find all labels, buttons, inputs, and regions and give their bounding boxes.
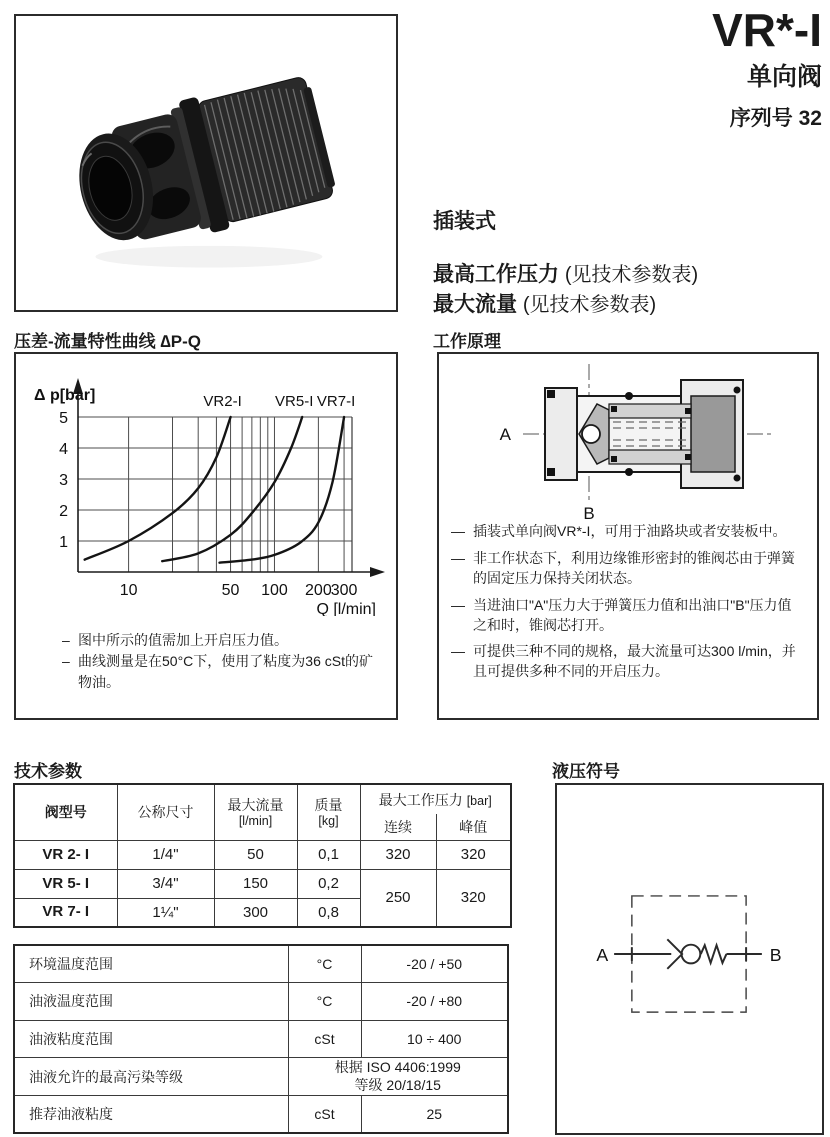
max-flow-line [433,290,823,320]
header-size: 公称尺寸 [117,784,214,840]
header-peak: 峰值 [436,814,511,840]
cell-mass: 0,2 [297,869,360,898]
y-tick-label: 4 [59,441,68,458]
y-tick-label: 2 [59,503,68,520]
max-flow-ref: (见技术参数表) [522,294,657,316]
cell-model: VR 2- I [14,840,117,869]
table-row [14,1058,508,1096]
cell-size: 1/4" [117,840,214,869]
cell-model: VR 7- I [14,898,117,927]
cell-continuous: 320 [360,840,436,869]
cell-unit: cSt [288,1020,361,1058]
note-text: 曲线测量是在50°C下，使用了粘度为36 cSt的矿物油。 [78,653,373,690]
cell-model: VR 5- I [14,869,117,898]
chart-note [62,630,374,651]
curve-label-VR5-I: VR5-I [275,393,314,410]
port-b-label: B [583,504,595,522]
header-pressure: 最大工作压力 [bar] [360,784,511,814]
tech-specs-table [13,783,512,928]
table-row [14,945,508,983]
cell-flow: 300 [214,898,297,927]
principle-bullet [451,549,803,589]
y-tick-label: 3 [59,472,68,489]
intro-block [433,205,823,320]
cell-unit: °C [288,945,361,983]
header-model: 阀型号 [14,784,117,840]
cell-flow: 150 [214,869,297,898]
cell-peak-merged: 320 [436,869,511,927]
fluid-specs-table [13,944,509,1134]
chart-box [14,352,398,720]
x-tick-label: 10 [119,582,138,599]
title-block [712,6,822,132]
valve-cross-section-diagram [439,354,813,522]
cell-label: 油液温度范围 [14,983,288,1021]
max-pressure-line [433,260,823,290]
y-tick-label: 5 [59,410,68,427]
x-tick-label: 300 [330,582,358,599]
principle-bullet [451,522,803,542]
cell-continuous-merged: 250 [360,869,436,927]
symbol-port-b-label: B [769,944,782,965]
note-dash: – [62,653,70,669]
curve-label-VR2-I: VR2-I [203,393,242,410]
series-number: 序列号 32 [729,107,822,131]
max-flow-label: 最大流量 [433,293,517,316]
x-tick-label: 200 [305,582,332,599]
cell-size: 1¼" [117,898,214,927]
valve-photo-illustration [16,16,392,306]
note-text: 图中所示的值需加上开启压力值。 [78,632,288,648]
y-axis-label: Δ p[bar] [34,387,96,404]
principle-bullet [451,642,803,682]
cell-value: 10 ÷ 400 [361,1020,508,1058]
curve-VR2-I [85,417,231,560]
cell-label: 环境温度范围 [14,945,288,983]
cell-value: -20 / +50 [361,945,508,983]
x-axis-label: Q [l/min] [316,601,376,616]
header-mass: 质量 [kg] [297,784,360,840]
mount-style-label: 插装式 [433,210,496,233]
port-a-label: A [499,425,511,444]
dp-q-chart [16,354,394,616]
cell-mass: 0,8 [297,898,360,927]
y-tick-label: 1 [59,534,68,551]
cell-size: 3/4" [117,869,214,898]
symbol-section-title: 液压符号 [552,762,620,781]
table-row [14,1020,508,1058]
chart-note [62,651,374,693]
bullet-text: 插装式单向阀VR*-I，可用于油路块或者安装板中。 [473,523,787,539]
bullet-dash: — [451,523,465,539]
cell-mass: 0,1 [297,840,360,869]
check-valve-symbol [557,785,818,1129]
x-tick-label: 50 [221,582,240,599]
principle-bullet [451,596,803,636]
bullet-text: 非工作状态下，利用边缘锥形密封的锥阀芯由于弹簧的固定压力保持关闭状态。 [473,549,795,586]
cell-label: 推荐油液粘度 [14,1096,288,1134]
table-row [14,983,508,1021]
cell-label: 油液粘度范围 [14,1020,288,1058]
cell-label: 油液允许的最高污染等级 [14,1058,288,1096]
header-flow: 最大流量 [l/min] [214,784,297,840]
curve-VR5-I [162,417,302,561]
note-dash: – [62,632,70,648]
principle-section-title: 工作原理 [433,332,501,351]
principle-box [437,352,819,720]
symbol-box [555,783,824,1135]
bullet-text: 当进油口"A"压力大于弹簧压力值和出油口"B"压力值之和时，锥阀芯打开。 [473,596,792,633]
table-row [14,869,511,898]
specs-section-title: 技术参数 [14,762,82,781]
table-row [14,1096,508,1134]
product-photo-box [14,14,398,312]
curve-label-VR7-I: VR7-I [316,393,356,410]
header-continuous: 连续 [360,814,436,840]
cell-flow: 50 [214,840,297,869]
symbol-port-a-label: A [596,944,609,965]
cell-unit: °C [288,983,361,1021]
cell-contamination-class: 根据 ISO 4406:1999 等级 20/18/15 [288,1058,508,1096]
cell-value: 25 [361,1096,508,1134]
cell-unit: cSt [288,1096,361,1134]
cell-value: -20 / +80 [361,983,508,1021]
cell-peak: 320 [436,840,511,869]
x-axis-arrow-icon [370,567,385,577]
chart-section-title: 压差-流量特性曲线 ∆P-Q [14,332,202,351]
table-row [14,840,511,869]
bullet-dash: — [451,549,465,566]
x-tick-label: 100 [261,582,288,599]
max-pressure-ref: (见技术参数表) [564,264,699,286]
chart-notes [62,630,374,693]
principle-bullets [451,522,803,689]
product-model: VR*-I [712,4,822,56]
bullet-dash: — [451,596,465,613]
max-pressure-label: 最高工作压力 [433,263,559,286]
bullet-text: 可提供三种不同的规格，最大流量可达300 l/min，并且可提供多种不同的开启压力。 [473,643,796,680]
product-type: 单向阀 [746,63,822,92]
bullet-dash: — [451,643,465,660]
